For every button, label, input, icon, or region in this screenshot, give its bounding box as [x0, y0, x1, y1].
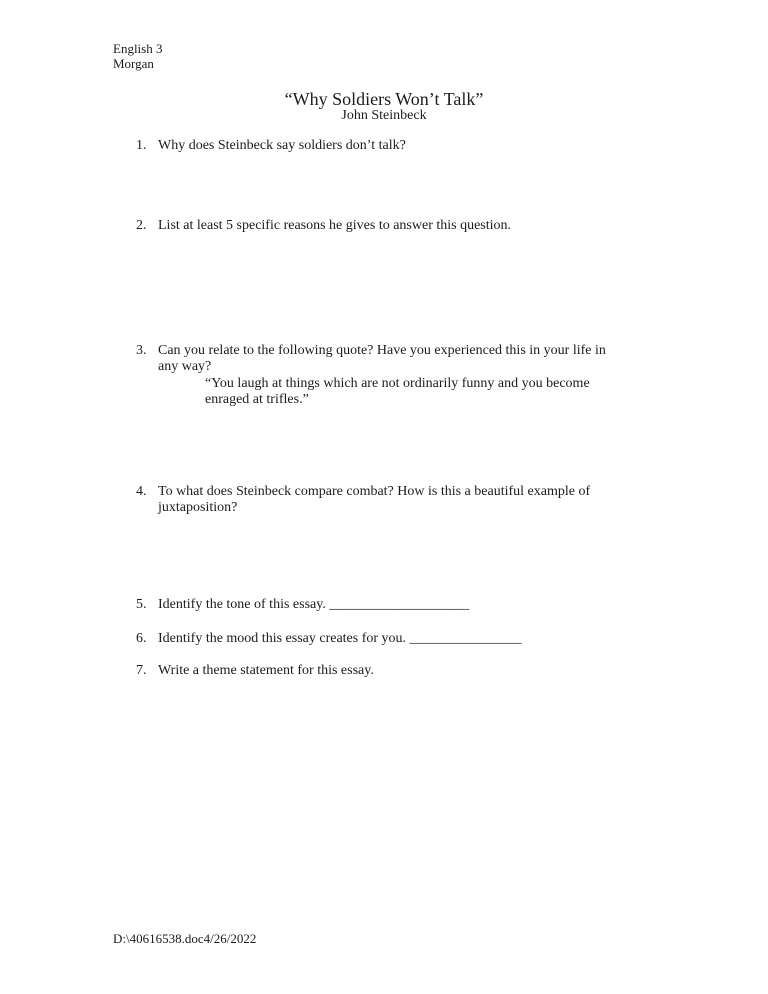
question-4-body	[158, 484, 696, 517]
question-6-line	[158, 631, 696, 647]
question-1-number: 1.	[136, 138, 147, 153]
question-3	[136, 343, 696, 409]
course-label: English 3	[113, 41, 163, 56]
question-1-text: Why does Steinbeck say soldiers don’t talk?	[158, 138, 406, 153]
question-1	[136, 138, 696, 154]
question-4	[136, 484, 696, 517]
question-6-body	[158, 631, 696, 647]
question-7-body	[158, 663, 696, 679]
question-3-quote-line-2: enraged at trifles.”	[205, 392, 309, 408]
question-6	[136, 631, 696, 647]
question-6-answer-blank: ________________	[409, 631, 522, 646]
question-3-number: 3.	[136, 343, 147, 358]
question-1-body	[158, 138, 696, 154]
question-7-number: 7.	[136, 663, 147, 678]
question-2	[136, 218, 696, 234]
question-7	[136, 663, 696, 679]
question-5-text: Identify the tone of this essay.	[158, 597, 330, 612]
question-2-text: List at least 5 specific reasons he gives to answer this question.	[158, 218, 512, 233]
question-3-body	[158, 343, 696, 409]
question-5-number: 5.	[136, 597, 147, 612]
question-5-body	[158, 597, 696, 613]
header-block	[113, 42, 162, 71]
worksheet-title: “Why Soldiers Won’t Talk”	[284, 89, 484, 109]
question-5-answer-blank: ____________________	[329, 597, 470, 612]
question-2-body	[158, 218, 696, 234]
question-4-text-line-2: juxtaposition?	[158, 500, 238, 516]
question-3-text-line-2: any way?	[158, 359, 212, 375]
question-7-text: Write a theme statement for this essay.	[158, 663, 374, 678]
question-3-quote	[205, 376, 696, 409]
question-5-line	[158, 597, 696, 613]
question-4-number: 4.	[136, 484, 147, 499]
question-6-number: 6.	[136, 631, 147, 646]
question-6-text: Identify the mood this essay creates for you.	[158, 631, 410, 646]
question-3-text-line-1: Can you relate to the following quote? Have you experienced this in your life in	[158, 343, 606, 358]
teacher-name: Morgan	[113, 55, 154, 71]
footer-file-path: D:\40616538.doc4/26/2022	[113, 931, 257, 946]
worksheet-author: John Steinbeck	[341, 108, 427, 123]
question-2-number: 2.	[136, 218, 147, 233]
question-3-quote-line-1: “You laugh at things which are not ordinarily funny and you become	[205, 375, 590, 391]
question-4-text-line-1: To what does Steinbeck compare combat? How is this a beautiful example of	[158, 484, 591, 499]
question-5	[136, 597, 696, 613]
